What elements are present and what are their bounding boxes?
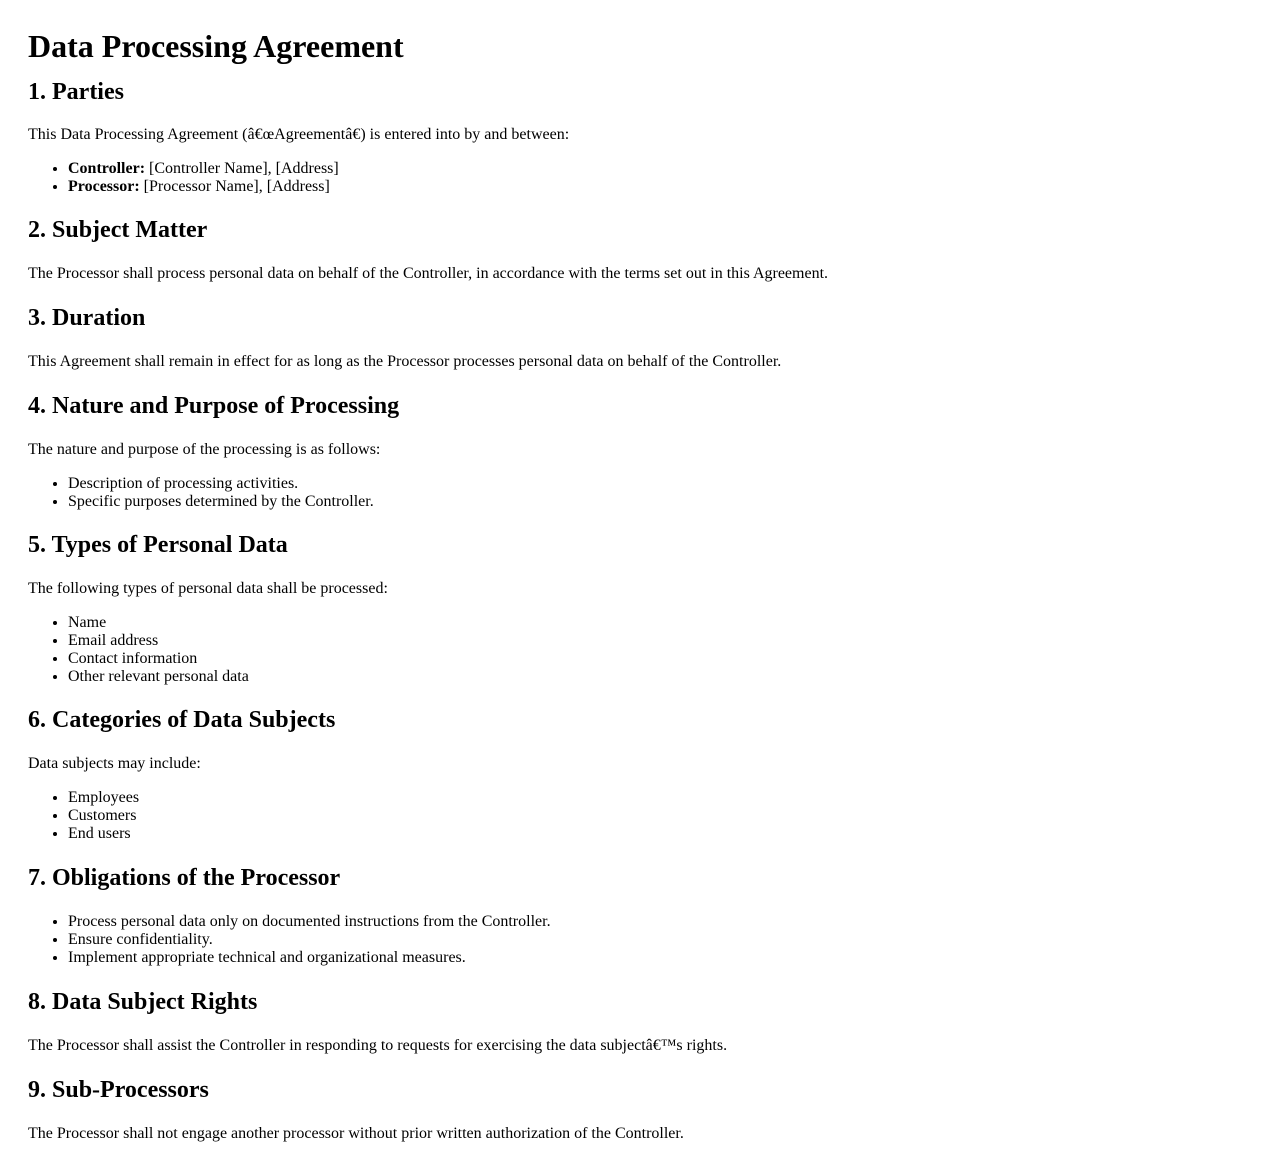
nature-purpose-intro: The nature and purpose of the processing is as follows: xyxy=(28,441,381,458)
section-heading-categories: 6. Categories of Data Subjects xyxy=(28,707,336,733)
list-item: • Name xyxy=(68,614,1235,632)
types-of-data-intro: The following types of personal data shall be processed: xyxy=(28,580,388,597)
list-item: • Customers xyxy=(68,807,1235,825)
list-item: • Description of processing activities. xyxy=(68,475,1235,493)
controller-value: [Controller Name], [Address] xyxy=(145,160,339,177)
parties-intro: This Data Processing Agreement (â€œAgreementâ€) is entered into by and between: xyxy=(28,126,570,143)
list-item: • Other relevant personal data xyxy=(68,668,1235,686)
list-item-processor xyxy=(68,178,1235,196)
list-item: • Implement appropriate technical and organizational measures. xyxy=(68,949,1235,967)
rights-text: The Processor shall assist the Controller in responding to requests for exercising the data subjectâ€™s rights. xyxy=(28,1037,728,1054)
subject-matter-text: The Processor shall process personal data on behalf of the Controller, in accordance with the terms set out in this Agreement. xyxy=(28,265,829,282)
document-title: Data Processing Agreement xyxy=(28,28,404,64)
list-item: • Ensure confidentiality. xyxy=(68,931,1235,949)
section-heading-rights: 8. Data Subject Rights xyxy=(28,989,258,1015)
processor-label: Processor: xyxy=(68,178,140,195)
parties-list xyxy=(28,160,1235,196)
categories-intro: Data subjects may include: xyxy=(28,755,201,772)
list-item: • End users xyxy=(68,825,1235,843)
list-item-controller xyxy=(68,160,1235,178)
categories-list xyxy=(28,789,1235,843)
section-heading-sub-processors: 9. Sub-Processors xyxy=(28,1077,209,1103)
controller-label: Controller: xyxy=(68,160,146,177)
section-heading-parties: 1. Parties xyxy=(28,79,124,105)
list-item: • Email address xyxy=(68,632,1235,650)
list-item: • Contact information xyxy=(68,650,1235,668)
sub-processors-text: The Processor shall not engage another processor without prior written authorization of the Controller. xyxy=(28,1125,684,1142)
list-item: • Specific purposes determined by the Controller. xyxy=(68,493,1235,511)
section-heading-types-of-data: 5. Types of Personal Data xyxy=(28,532,288,558)
section-heading-duration: 3. Duration xyxy=(28,305,146,331)
duration-text: This Agreement shall remain in effect for as long as the Processor processes personal data on behalf of the Controller. xyxy=(28,353,782,370)
processor-value: [Processor Name], [Address] xyxy=(139,178,330,195)
list-item: • Process personal data only on documented instructions from the Controller. xyxy=(68,913,1235,931)
nature-purpose-list xyxy=(28,475,1235,511)
section-heading-nature-purpose: 4. Nature and Purpose of Processing xyxy=(28,393,400,419)
types-of-data-list xyxy=(28,614,1235,686)
list-item: • Employees xyxy=(68,789,1235,807)
document-page xyxy=(0,28,1263,1143)
obligations-list xyxy=(28,913,1235,967)
section-heading-subject-matter: 2. Subject Matter xyxy=(28,217,208,243)
section-heading-obligations: 7. Obligations of the Processor xyxy=(28,865,341,891)
